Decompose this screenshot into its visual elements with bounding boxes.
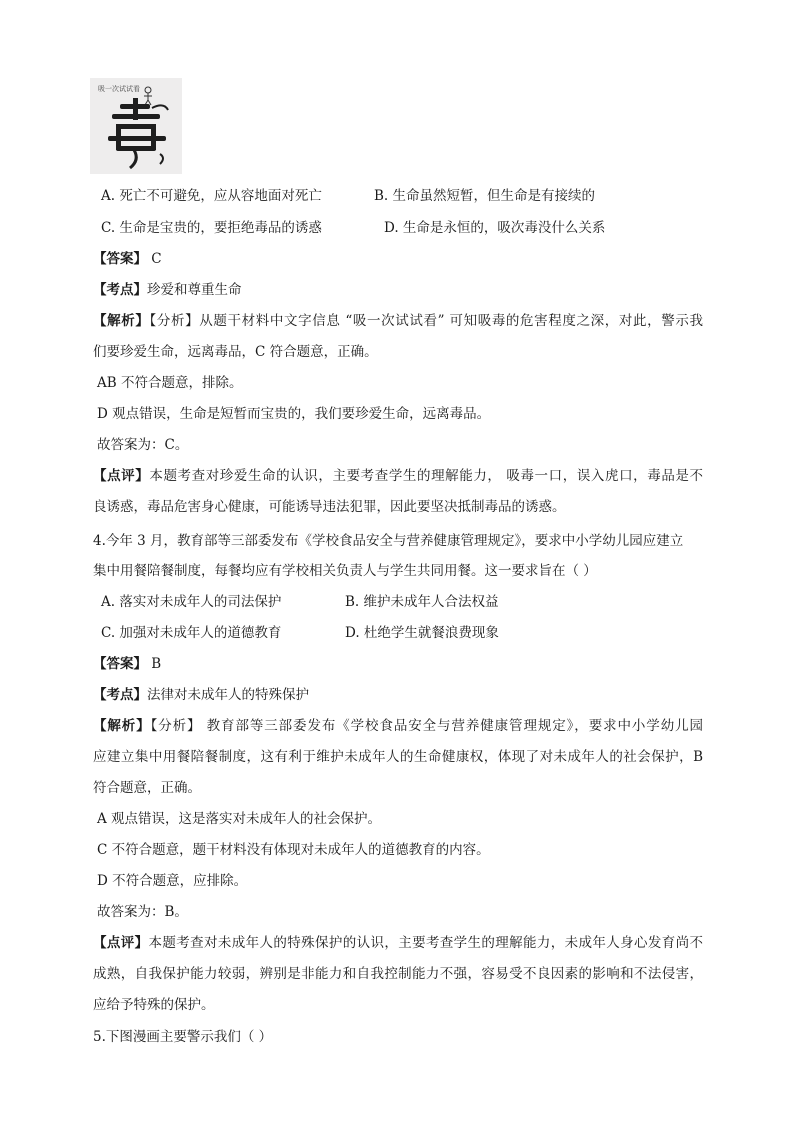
fenxi-label: 【分析】: [149, 313, 200, 329]
q4-dianping-line-1: [93, 933, 703, 953]
q4-jiexi-line-3: 符合题意，正确。: [93, 780, 201, 796]
q3-option-b: B. 生命虽然短暂，但生命是有接续的: [374, 188, 596, 204]
drug-cartoon-image: [90, 78, 182, 174]
answer-label: 【答案】: [93, 251, 147, 267]
q4-dianping-line-2: 成熟，自我保护能力较弱，辨别是非能力和自我控制能力不强，容易受不良因素的影响和不法侵害，: [93, 966, 703, 982]
q3-jiexi-text-1: 从题干材料中文字信息 “吸一次试试看” 可知吸毒的危害程度之深，对此，警示我: [199, 313, 704, 329]
kaodian-label: 【考点】: [93, 282, 147, 298]
dianping-label: 【点评】: [93, 468, 150, 484]
drug-character-illustration: [90, 78, 182, 174]
q3-dianping-line-1: [93, 466, 703, 486]
q4-stem-line-1: 4.今年 3 月，教育部等三部委发布《学校食品安全与营养健康管理规定》，要求中小学幼儿园应建立: [93, 533, 684, 549]
q4-line-d: D 不符合题意，应排除。: [97, 873, 248, 889]
dianping-label: 【点评】: [93, 935, 149, 951]
q4-line-a: A 观点错误，这是落实对未成年人的社会保护。: [97, 811, 382, 827]
q3-dianping-text-1: 本题考查对珍爱生命的认识，主要考查学生的理解能力， 吸毒一口，误入虎口，毒品是不: [149, 468, 704, 484]
jiexi-label: 【解析】: [93, 313, 150, 329]
q4-kaodian: 法律对未成年人的特殊保护: [147, 687, 309, 703]
q4-jiexi-line-2: 应建立集中用餐陪餐制度，这有利于维护未成年人的生命健康权，体现了对未成年人的社会保护，B: [93, 749, 703, 765]
q3-answer-line: [93, 249, 162, 269]
jiexi-label: 【解析】: [93, 718, 151, 734]
q4-dianping-text-1: 本题考查对未成年人的特殊保护的认识，主要考查学生的理解能力，未成年人身心发育尚不: [148, 935, 704, 951]
q4-kaodian-line: [93, 685, 309, 705]
q4-option-d: D. 杜绝学生就餐浪费现象: [345, 625, 499, 641]
q3-option-c: C. 生命是宝贵的，要拒绝毒品的诱惑: [101, 220, 322, 236]
q4-answer-line: [93, 654, 161, 674]
q3-line-d: D 观点错误，生命是短暂而宝贵的，我们要珍爱生命，远离毒品。: [97, 406, 491, 422]
q4-option-a: A. 落实对未成年人的司法保护: [101, 594, 282, 610]
q3-kaodian: 珍爱和尊重生命: [147, 282, 242, 298]
q5-stem: 5.下图漫画主要警示我们（ ）: [93, 1029, 273, 1045]
q4-conclusion: 故答案为：B。: [97, 904, 188, 920]
q4-dianping-line-3: 应给予特殊的保护。: [93, 997, 215, 1013]
q4-jiexi-line-1: [93, 716, 703, 736]
q3-jiexi-line-1: [93, 311, 703, 331]
q4-option-c: C. 加强对未成年人的道德教育: [101, 625, 282, 641]
q4-answer: B: [151, 656, 162, 672]
q4-line-c: C 不符合题意，题干材料没有体现对未成年人的道德教育的内容。: [97, 842, 490, 858]
kaodian-label: 【考点】: [93, 687, 147, 703]
q3-option-a: A. 死亡不可避免，应从容地面对死亡: [101, 188, 322, 204]
cartoon-caption: 吸一次试试看: [98, 85, 140, 93]
q3-dianping-line-2: 良诱惑，毒品危害身心健康，可能诱导违法犯罪，因此要坚决抵制毒品的诱惑。: [93, 499, 566, 515]
q3-kaodian-line: [93, 280, 242, 300]
q3-line-ab: AB 不符合题意，排除。: [97, 375, 243, 391]
q4-stem-line-2: 集中用餐陪餐制度，每餐均应有学校相关负责人与学生共同用餐。这一要求旨在（ ）: [93, 563, 597, 579]
q3-answer: C: [151, 251, 162, 267]
q4-option-b: B. 维护未成年人合法权益: [345, 594, 499, 610]
q4-jiexi-text-1: 教育部等三部委发布《学校食品安全与营养健康管理规定》，要求中小学幼儿园: [201, 718, 704, 734]
fenxi-label: 【分析】: [150, 718, 202, 734]
q3-option-d: D. 生命是永恒的，吸次毒没什么关系: [384, 220, 606, 236]
q3-conclusion: 故答案为：C。: [97, 437, 189, 453]
answer-label: 【答案】: [93, 656, 147, 672]
q3-jiexi-line-2: 们要珍爱生命，远离毒品，C 符合题意，正确。: [93, 344, 378, 360]
